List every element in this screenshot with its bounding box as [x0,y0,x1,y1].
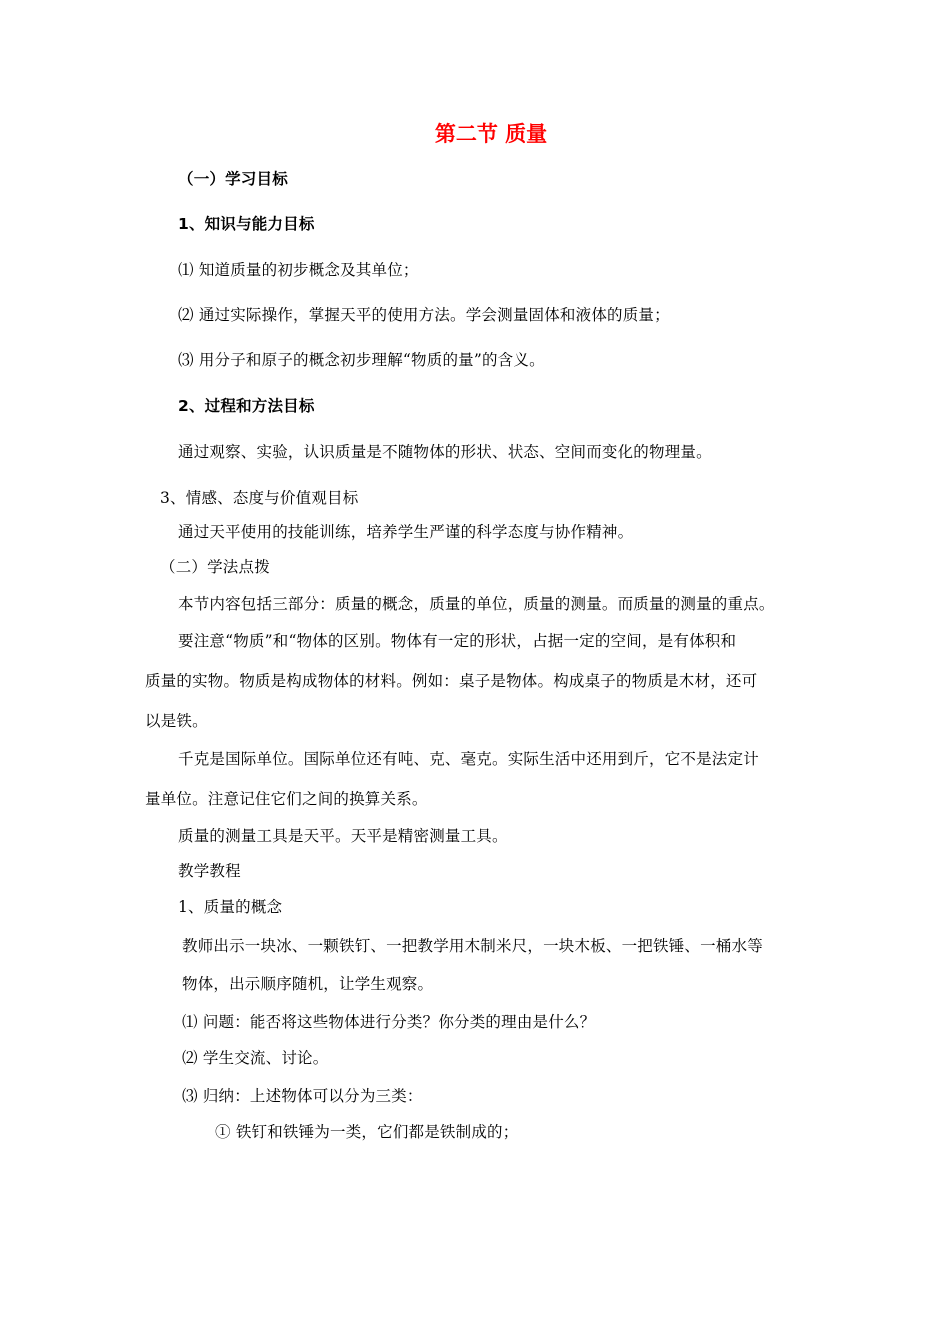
paragraph-line: 本节内容包括三部分：质量的概念，质量的单位，质量的测量。而质量的测量的重点。 [178,595,775,613]
subheading-process-goals: 2、过程和方法目标 [178,397,315,415]
section-heading-learning-goals: （一）学习目标 [178,170,288,188]
paragraph-line: 通过观察、实验，认识质量是不随物体的形状、状态、空间而变化的物理量。 [178,443,712,461]
list-item: ⑴ 问题：能否将这些物体进行分类？你分类的理由是什么？ [182,1013,596,1031]
section-heading-study-tips: （二）学法点拨 [160,558,270,576]
list-item: ⑵ 通过实际操作，掌握天平的使用方法。学会测量固体和液体的质量； [178,306,670,324]
list-item: ⑶ 用分子和原子的概念初步理解“物质的量”的含义。 [178,351,545,369]
list-item: ⑶ 归纳：上述物体可以分为三类： [182,1087,423,1105]
paragraph-line: 以是铁。 [145,712,208,730]
paragraph-line: 质量的实物。物质是构成物体的材料。例如：桌子是物体。构成桌子的物质是木材，还可 [145,672,758,690]
paragraph-line: 教师出示一块冰、一颗铁钉、一把教学用木制米尺，一块木板、一把铁锤、一桶水等 [182,937,763,955]
paragraph-line: 质量的测量工具是天平。天平是精密测量工具。 [178,827,508,845]
paragraph-line: 物体，出示顺序随机，让学生观察。 [182,975,434,993]
paragraph-line: 要注意“物质”和“物体的区别。物体有一定的形状，占据一定的空间，是有体积和 [178,632,737,650]
subheading-emotion-goals: 3、情感、态度与价值观目标 [160,489,359,507]
subheading-knowledge-goals: 1、知识与能力目标 [178,215,315,233]
section-heading-teaching: 教学教程 [178,862,241,880]
list-item: ① 铁钉和铁锤为一类，它们都是铁制成的； [215,1123,519,1141]
page-title: 第二节 质量 [434,122,548,146]
list-item: ⑵ 学生交流、讨论。 [182,1049,329,1067]
subheading-mass-concept: 1、质量的概念 [178,898,283,916]
paragraph-line: 千克是国际单位。国际单位还有吨、克、毫克。实际生活中还用到斤，它不是法定计 [178,750,759,768]
list-item: ⑴ 知道质量的初步概念及其单位； [178,261,419,279]
paragraph-line: 量单位。注意记住它们之间的换算关系。 [145,790,428,808]
paragraph-line: 通过天平使用的技能训练，培养学生严谨的科学态度与协作精神。 [178,523,634,541]
